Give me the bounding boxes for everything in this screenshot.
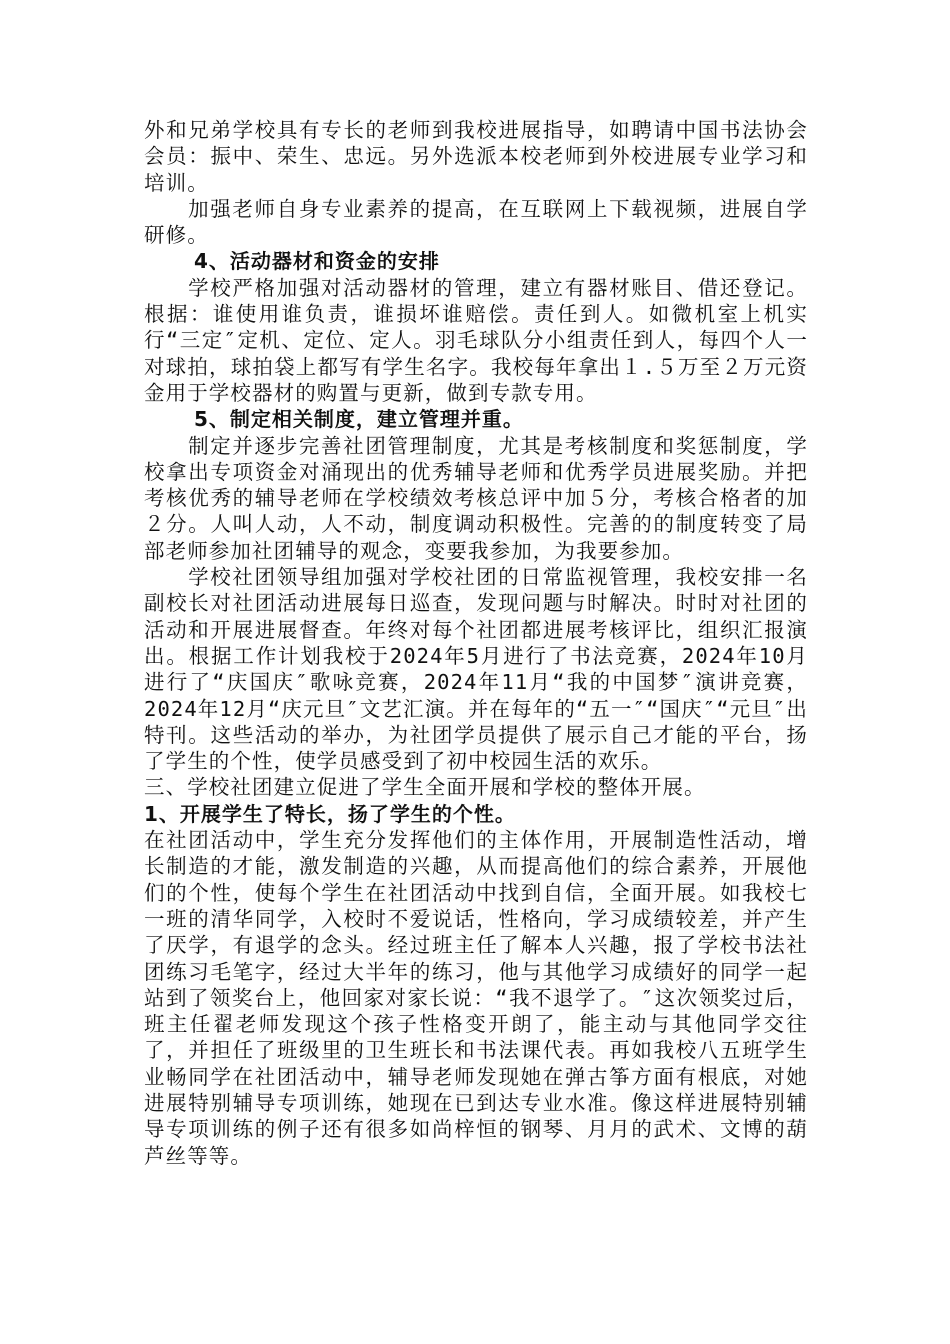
paragraph-assessment-rules: 制定并逐步完善社团管理制度，尤其是考核制度和奖惩制度，学校拿出专项资金对涌现出的优秀辅导老师和优秀学员进展奖励。并把考核优秀的辅导老师在学校绩效考核总评中加５分，考核合格者的加２分。人叫人动，人不动，制度调动积极性。完善的的制度转变了局部老师参加社团辅导的观念，变要我参加，为我要参加。: [144, 433, 808, 563]
paragraph-self-study: 加强老师自身专业素养的提高，在互联网上下载视频，进展自学研修。: [144, 196, 808, 248]
paragraph-supervision-activities: 学校社团领导组加强对学校社团的日常监视管理，我校安排一名副校长对社团活动进展每日巡查，发现问题与时解决。时时对社团的活动和开展进展督查。年终对每个社团都进展考核评比，组织汇报演出。根据工作计划我校于2024年5月进行了书法竞赛，2024年10月进行了“庆国庆″歌咏竞赛，2024年11月“我的中国梦″演讲竞赛，2024年12月“庆元旦″文艺汇演。并在每年的“五一″“国庆″“元旦″出特刊。这些活动的举办，为社团学员提供了展示自己才能的平台，扬了学生的个性，使学员感受到了初中校园生活的欢乐。: [144, 565, 808, 774]
document-page: [144, 117, 808, 1169]
section-heading-regulations: 5、制定相关制度，建立管理并重。: [194, 407, 524, 432]
paragraph-teacher-training: 外和兄弟学校具有专长的老师到我校进展指导，如聘请中国书法协会会员：振中、荣生、忠远。另外选派本校老师到外校进展专业学习和培训。: [144, 118, 808, 195]
section-heading-equipment-funds: 4、活动器材和资金的安排: [194, 249, 440, 274]
paragraph-section-three: 三、学校社团建立促进了学生全面开展和学校的整体开展。: [144, 775, 706, 800]
paragraph-equipment-management: 学校严格加强对活动器材的管理，建立有器材账目、借还登记。根据：谁使用谁负责，谁损坏谁赔偿。责任到人。如微机室上机实行“三定″定机、定位、定人。羽毛球队分小组责任到人，每四个人一对球拍，球拍袋上都写有学生名字。我校每年拿出１.５万至２万元资金用于学校器材的购置与更新，做到专款专用。: [144, 275, 808, 405]
section-heading-student-talents: 1、开展学生了特长，扬了学生的个性。: [144, 801, 516, 826]
paragraph-student-examples: 在社团活动中，学生充分发挥他们的主体作用，开展制造性活动，增长制造的才能，激发制造的兴趣，从而提高他们的综合素养，开展他们的个性，使每个学生在社团活动中找到自信，全面开展。如我校七一班的清华同学，入校时不爱说话，性格向，学习成绩较差，并产生了厌学，有退学的念头。经过班主任了解本人兴趣，报了学校书法社团练习毛笔字，经过大半年的练习，他与其他学习成绩好的同学一起站到了领奖台上，他回家对家长说：“我不退学了。″这次领奖过后，班主任翟老师发现这个孩子性格变开朗了，能主动与其他同学交往了，并担任了班级里的卫生班长和书法课代表。再如我校八五班学生业畅同学在社团活动中，辅导老师发现她在弹古筝方面有根底，对她进展特别辅导专项训练，她现在已到达专业水准。像这样进展特别辅导专项训练的例子还有很多如尚梓恒的钢琴、月月的武术、文博的葫芦丝等等。: [144, 828, 808, 1168]
